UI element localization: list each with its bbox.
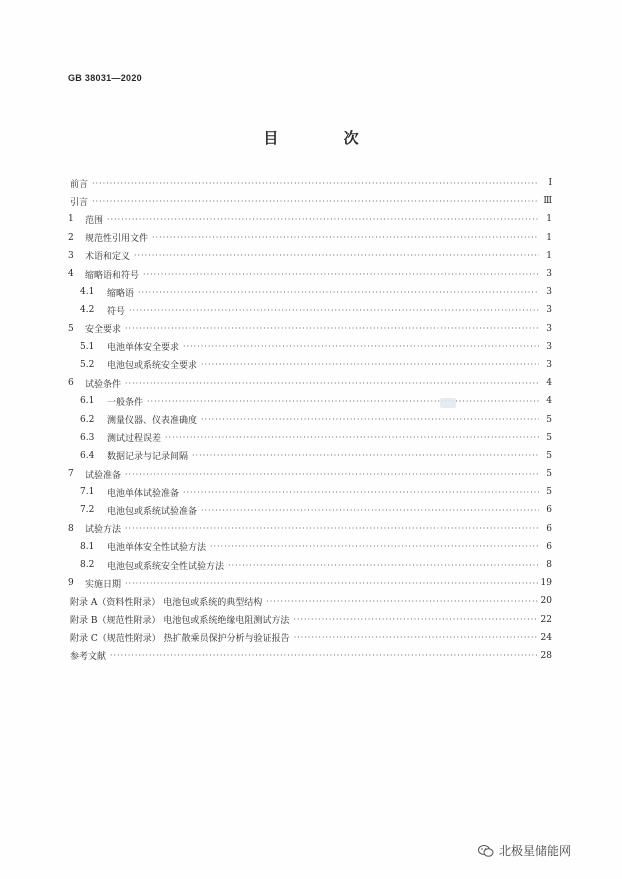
toc-entry[interactable] bbox=[68, 247, 552, 265]
toc-entry-page: 5 bbox=[546, 469, 552, 480]
toc-entry-label: 试验条件 bbox=[85, 379, 122, 390]
standard-code: GB 38031—2020 bbox=[68, 73, 142, 83]
toc-entry[interactable] bbox=[68, 210, 552, 228]
toc-entry-number: 6.4 bbox=[80, 450, 95, 461]
toc-entry-label: 一般条件 bbox=[107, 397, 144, 408]
toc-entry-label: 试验准备 bbox=[85, 470, 122, 481]
dot-leader bbox=[125, 524, 539, 533]
toc-entry-number: 7 bbox=[68, 469, 74, 480]
toc-entry[interactable] bbox=[68, 647, 552, 665]
dot-leader bbox=[165, 433, 539, 442]
toc-entry-page: 1 bbox=[546, 232, 552, 243]
wechat-icon bbox=[478, 844, 494, 858]
toc-entry[interactable] bbox=[68, 338, 552, 356]
dot-leader bbox=[138, 288, 539, 297]
toc-entry[interactable] bbox=[68, 501, 552, 519]
toc-entry[interactable] bbox=[68, 483, 552, 501]
toc-entry-page: 24 bbox=[540, 632, 552, 643]
toc-entry-label: 术语和定义 bbox=[85, 252, 131, 263]
watermark bbox=[478, 842, 571, 859]
dot-leader bbox=[134, 251, 539, 260]
toc-list bbox=[68, 174, 552, 665]
toc-entry-label: 缩略语和符号 bbox=[85, 270, 140, 281]
toc-entry[interactable] bbox=[68, 611, 552, 629]
watermark-text: 北极星储能网 bbox=[499, 844, 572, 858]
page-title: 目 次 bbox=[263, 129, 389, 147]
dot-leader bbox=[201, 360, 539, 369]
toc-entry-page: 3 bbox=[546, 341, 552, 352]
toc-entry[interactable] bbox=[68, 592, 552, 610]
toc-entry-page: 5 bbox=[546, 414, 552, 425]
toc-entry-label: 电池单体安全性试验方法 bbox=[107, 543, 207, 554]
toc-entry-page: 3 bbox=[546, 323, 552, 334]
toc-entry-label: 电池单体试验准备 bbox=[107, 488, 180, 499]
toc-entry-number: 6.3 bbox=[80, 432, 95, 443]
dot-leader bbox=[210, 542, 539, 551]
toc-entry[interactable] bbox=[68, 283, 552, 301]
toc-entry-page: 3 bbox=[546, 359, 552, 370]
toc-entry-page: 3 bbox=[546, 305, 552, 316]
toc-entry-label: 测试过程误差 bbox=[107, 434, 162, 445]
dot-leader bbox=[110, 651, 538, 660]
toc-entry-page: 19 bbox=[540, 578, 552, 589]
toc-entry[interactable] bbox=[68, 320, 552, 338]
toc-entry-label: 电池包或系统安全性试验方法 bbox=[107, 561, 225, 572]
toc-entry[interactable] bbox=[68, 301, 552, 319]
toc-entry-label: 电池单体安全要求 bbox=[107, 343, 180, 354]
dot-leader bbox=[183, 342, 539, 351]
toc-entry-label: 附录 C（规范性附录） 热扩散乘员保护分析与验证报告 bbox=[70, 634, 290, 645]
toc-entry[interactable] bbox=[68, 392, 552, 410]
toc-entry[interactable] bbox=[68, 429, 552, 447]
dot-leader bbox=[125, 379, 539, 388]
dot-leader bbox=[125, 470, 539, 479]
toc-entry-label: 测量仪器、仪表准确度 bbox=[107, 416, 198, 427]
toc-entry[interactable] bbox=[68, 520, 552, 538]
toc-entry[interactable] bbox=[68, 374, 552, 392]
toc-entry[interactable] bbox=[68, 192, 552, 210]
dot-leader bbox=[125, 579, 538, 588]
toc-entry-page: 28 bbox=[540, 650, 552, 661]
toc-entry-label: 范围 bbox=[85, 215, 104, 226]
toc-entry-page: 5 bbox=[546, 487, 552, 498]
toc-entry-page: 5 bbox=[546, 432, 552, 443]
toc-entry-page: 3 bbox=[546, 287, 552, 298]
dot-leader bbox=[192, 451, 539, 460]
toc-entry-label: 前言 bbox=[70, 179, 89, 190]
toc-entry-page: 1 bbox=[546, 250, 552, 261]
toc-entry-page: 20 bbox=[540, 596, 552, 607]
toc-entry-number: 7.1 bbox=[80, 487, 95, 498]
dot-leader bbox=[228, 561, 539, 570]
dot-leader bbox=[294, 633, 538, 642]
toc-entry-page: 6 bbox=[546, 505, 552, 516]
dot-leader bbox=[143, 270, 539, 279]
stamp-mark bbox=[440, 398, 456, 408]
toc-entry-page: 8 bbox=[546, 560, 552, 571]
toc-entry-label: 安全要求 bbox=[85, 325, 122, 336]
dot-leader bbox=[183, 488, 539, 497]
toc-entry-label: 数据记录与记录间隔 bbox=[107, 452, 189, 463]
toc-entry-number: 6 bbox=[68, 378, 74, 389]
toc-entry-page: 1 bbox=[546, 214, 552, 225]
toc-entry-page: 6 bbox=[546, 523, 552, 534]
toc-entry-page: 6 bbox=[546, 541, 552, 552]
toc-entry-page: 22 bbox=[540, 614, 552, 625]
dot-leader bbox=[125, 324, 539, 333]
toc-entry-number: 4 bbox=[68, 269, 74, 280]
toc-entry-number: 6.2 bbox=[80, 414, 95, 425]
toc-entry-label: 附录 B（规范性附录） 电池包或系统绝缘电阻测试方法 bbox=[70, 616, 290, 627]
dot-leader bbox=[107, 215, 539, 224]
toc-entry-label: 试验方法 bbox=[85, 525, 122, 536]
dot-leader bbox=[147, 397, 539, 406]
toc-entry-number: 5.1 bbox=[80, 341, 95, 352]
dot-leader bbox=[201, 415, 539, 424]
toc-entry-label: 规范性引用文件 bbox=[85, 234, 149, 245]
dot-leader bbox=[152, 233, 539, 242]
toc-entry-number: 7.2 bbox=[80, 505, 95, 516]
dot-leader bbox=[92, 197, 539, 206]
toc-entry-number: 9 bbox=[68, 578, 74, 589]
dot-leader bbox=[129, 306, 539, 315]
toc-entry-label: 附录 A（资料性附录） 电池包或系统的典型结构 bbox=[70, 597, 263, 608]
toc-entry-label: 实施日期 bbox=[85, 579, 122, 590]
toc-entry-label: 电池包或系统安全要求 bbox=[107, 361, 198, 372]
toc-entry[interactable] bbox=[68, 410, 552, 428]
toc-entry[interactable] bbox=[68, 538, 552, 556]
toc-entry-number: 2 bbox=[68, 232, 74, 243]
toc-entry-number: 3 bbox=[68, 250, 74, 261]
toc-entry[interactable] bbox=[68, 447, 552, 465]
toc-entry-page: 4 bbox=[546, 396, 552, 407]
toc-entry-number: 5 bbox=[68, 323, 74, 334]
toc-entry[interactable] bbox=[68, 574, 552, 592]
toc-entry[interactable] bbox=[68, 556, 552, 574]
toc-entry[interactable] bbox=[68, 629, 552, 647]
toc-entry-page: 5 bbox=[546, 450, 552, 461]
toc-entry-page: Ⅰ bbox=[548, 178, 552, 189]
toc-entry-label: 引言 bbox=[70, 197, 89, 208]
toc-entry-number: 6.1 bbox=[80, 396, 95, 407]
toc-entry[interactable] bbox=[68, 229, 552, 247]
toc-entry[interactable] bbox=[68, 265, 552, 283]
toc-entry-label: 符号 bbox=[107, 306, 126, 317]
dot-leader bbox=[92, 179, 539, 188]
toc-entry-number: 1 bbox=[68, 214, 74, 225]
toc-entry-label: 参考文献 bbox=[70, 652, 107, 663]
toc-entry-number: 8.1 bbox=[80, 541, 95, 552]
toc-entry[interactable] bbox=[68, 465, 552, 483]
toc-entry-label: 电池包或系统试验准备 bbox=[107, 506, 198, 517]
toc-entry-number: 8 bbox=[68, 523, 74, 534]
toc-entry-number: 4.1 bbox=[80, 287, 95, 298]
toc-entry-number: 4.2 bbox=[80, 305, 95, 316]
toc-entry-label: 缩略语 bbox=[107, 288, 135, 299]
toc-entry[interactable] bbox=[68, 174, 552, 192]
toc-entry[interactable] bbox=[68, 356, 552, 374]
toc-entry-page: 4 bbox=[546, 378, 552, 389]
toc-entry-number: 5.2 bbox=[80, 359, 95, 370]
toc-entry-page: 3 bbox=[546, 269, 552, 280]
dot-leader bbox=[201, 506, 539, 515]
toc-entry-page: Ⅲ bbox=[543, 196, 552, 207]
dot-leader bbox=[266, 597, 537, 606]
dot-leader bbox=[293, 615, 537, 624]
toc-entry-number: 8.2 bbox=[80, 560, 95, 571]
